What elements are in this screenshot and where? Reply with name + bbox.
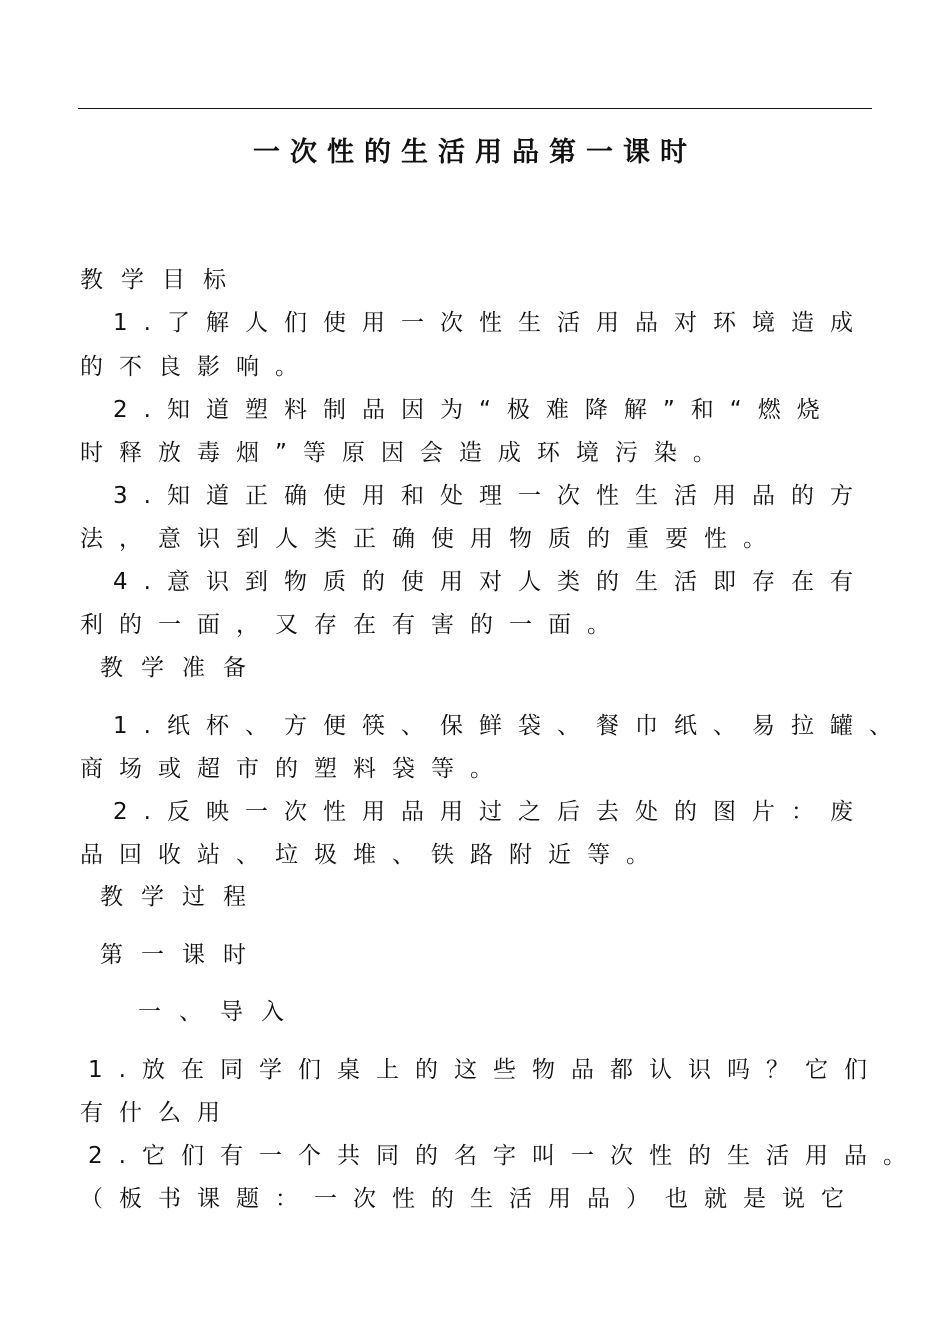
- objective-2-line-2: 时释放毒烟”等原因会造成环境污染。: [80, 440, 732, 466]
- intro-2-line-1: 2.它们有一个共同的名字叫一次性的生活用品。: [88, 1143, 922, 1169]
- heading-teaching-process: 教学过程: [100, 884, 264, 910]
- objective-3-line-2: 法，意识到人类正确使用物质的重要性。: [80, 526, 782, 552]
- preparation-1-line-1: 1.纸杯、方便筷、保鲜袋、餐巾纸、易拉罐、: [113, 713, 908, 739]
- page-title: 一次性的生活用品第一课时: [253, 137, 697, 168]
- preparation-2-line-2: 品回收站、垃圾堆、铁路附近等。: [80, 842, 665, 868]
- intro-1-line-1: 1.放在同学们桌上的这些物品都认识吗？它们: [88, 1057, 883, 1083]
- objective-1-line-1: 1.了解人们使用一次性生活用品对环境造成: [113, 310, 869, 336]
- objective-3-line-1: 3.知道正确使用和处理一次性生活用品的方: [113, 483, 869, 509]
- heading-teaching-objectives: 教学目标: [80, 267, 244, 293]
- objective-1-line-2: 的不良影响。: [80, 354, 314, 380]
- header-rule: [78, 108, 872, 109]
- objective-4-line-1: 4.意识到物质的使用对人类的生活即存在有: [113, 569, 869, 595]
- heading-introduction: 一、导入: [138, 999, 302, 1025]
- preparation-1-line-2: 商场或超市的塑料袋等。: [80, 756, 509, 782]
- heading-teaching-preparation: 教学准备: [100, 655, 264, 681]
- preparation-2-line-1: 2.反映一次性用品用过之后去处的图片：废: [113, 799, 869, 825]
- objective-4-line-2: 利的一面，又存在有害的一面。: [80, 612, 626, 638]
- objective-2-line-1: 2.知道塑料制品因为“极难降解”和“燃烧: [113, 397, 836, 423]
- intro-2-line-2: （板书课题：一次性的生活用品）也就是说它: [80, 1186, 860, 1212]
- heading-first-lesson: 第一课时: [100, 942, 264, 968]
- intro-1-line-2: 有什么用: [80, 1100, 236, 1126]
